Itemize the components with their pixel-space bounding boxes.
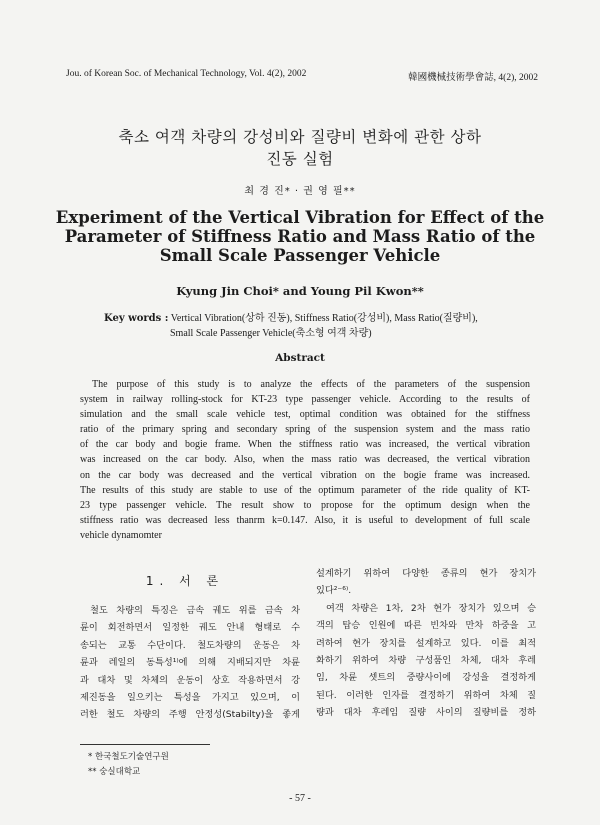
body-column-right [316, 565, 536, 722]
footnote: ** 숭실대학교 [88, 767, 141, 777]
abstract-line: of the car body and bogie frame. When the stiffness ratio was increased, the vertical vibration [80, 439, 530, 451]
body-line: 있다²⁻⁶⁾. [316, 585, 352, 597]
korean-title-line: 축소 여객 차량의 강성비와 질량비 변화에 관한 상하 [118, 128, 482, 146]
body-line: 륜과 레일의 동특성¹⁾에 의해 지배되지만 차륜 [80, 657, 300, 669]
abstract-line: system in railway rolling-stock for KT-23 type passenger vehicle. According to the results of [80, 394, 530, 406]
body-line: 된다. 이러한 인자를 결정하기 위하여 차체 질 [316, 689, 536, 701]
korean-authors: 최 경 진* · 권 영 필** [244, 186, 356, 197]
body-line: 여객 차량은 1차, 2차 현가 장치가 있으며 승 [326, 602, 536, 614]
abstract-line: stiffness ratio was decreased less thanrm k=0.147. Also, it is useful to development of full scale [80, 514, 530, 526]
abstract-heading: Abstract [275, 352, 325, 364]
body-line: 러한 철도 차량의 주행 안정성(Stabilty)을 좋게 [80, 709, 300, 721]
english-title-line: Small Scale Passenger Vehicle [159, 246, 441, 265]
page-number: - 57 - [289, 793, 311, 804]
abstract-line: vehicle dynamomter [80, 529, 162, 541]
body-line: 객의 탑승 인원에 따른 빈차와 만차 하중을 고 [316, 620, 536, 632]
english-title [0, 208, 600, 265]
english-title-line: Parameter of Stiffness Ratio and Mass Ratio of the [64, 227, 536, 246]
abstract-line: on the car body was decreased and the vertical vibration on the bogie frame was increased. [80, 469, 530, 481]
body-column-left [80, 602, 300, 724]
body-line: 량과 대차 후레임 질량 사이의 질량비를 정하 [316, 707, 536, 719]
english-authors: Kyung Jin Choi* and Young Pil Kwon** [176, 284, 424, 298]
abstract-line: simulation and the small scale vehicle test, optimal condition was obtained for the stiffness [80, 409, 530, 421]
section-title: 1. 서 론 [145, 574, 225, 588]
body-line: 설계하기 위하여 다양한 종류의 현가 장치가 [316, 568, 536, 579]
footnote: * 한국철도기술연구원 [88, 752, 169, 762]
body-line: 임, 차륜 셋트의 중량사이에 강성을 결정하게 [316, 672, 536, 684]
abstract-line: The results of this study are stable to use of the optimum parameter of the ride quality of KT- [80, 484, 530, 496]
body-line: 제진동을 일으키는 특성을 가지고 있으며, 이 [80, 692, 300, 704]
journal-header-korean: 韓國機械技術學會誌, 4(2), 2002 [408, 73, 538, 83]
abstract-body [80, 377, 530, 543]
body-line: 과 대차 및 차체의 운동이 상호 작용하면서 강 [80, 674, 300, 686]
body-line: 려하여 현가 장치를 설계하고 있다. 이를 최적 [316, 637, 536, 649]
keywords-label: Key words : [104, 313, 169, 324]
korean-title-line: 진동 실험 [266, 150, 334, 168]
abstract-line: The purpose of this study is to analyze the effects of the parameters of the suspension [92, 379, 530, 390]
korean-title [0, 126, 600, 170]
abstract-line: ratio of the primary spring and secondary spring of the suspension system and the mass ratio [80, 424, 530, 436]
body-line: 륜이 회전하면서 일정한 궤도 안내 형태로 수 [80, 622, 300, 634]
body-line: 화하기 위하여 차량 구성품인 차체, 대차 후레 [316, 655, 536, 667]
english-title-line: Experiment of the Vertical Vibration for Effect of the [55, 208, 545, 227]
keywords-text: Small Scale Passenger Vehicle(축소형 여객 차량) [170, 328, 372, 339]
keywords-line [104, 311, 564, 326]
abstract-line: 23 type passenger vehicle. The result show to propose for the optimum design when the [80, 499, 530, 511]
footnote-divider [80, 744, 210, 745]
body-line: 철도 차량의 특징은 금속 궤도 위를 금속 차 [90, 605, 300, 616]
keywords-block [104, 311, 564, 341]
journal-header-english: Jou. of Korean Soc. of Mechanical Technology, Vol. 4(2), 2002 [66, 69, 307, 79]
body-line: 송되는 교통 수단이다. 철도차량의 운동은 차 [80, 639, 300, 651]
keywords-text: Vertical Vibration(상하 진동), Stiffness Ratio(강성비), Mass Ratio(질량비), [170, 313, 478, 324]
abstract-line: was increased on the car body. Also, when the mass ratio was decreased, the vertical vibration [80, 454, 530, 466]
